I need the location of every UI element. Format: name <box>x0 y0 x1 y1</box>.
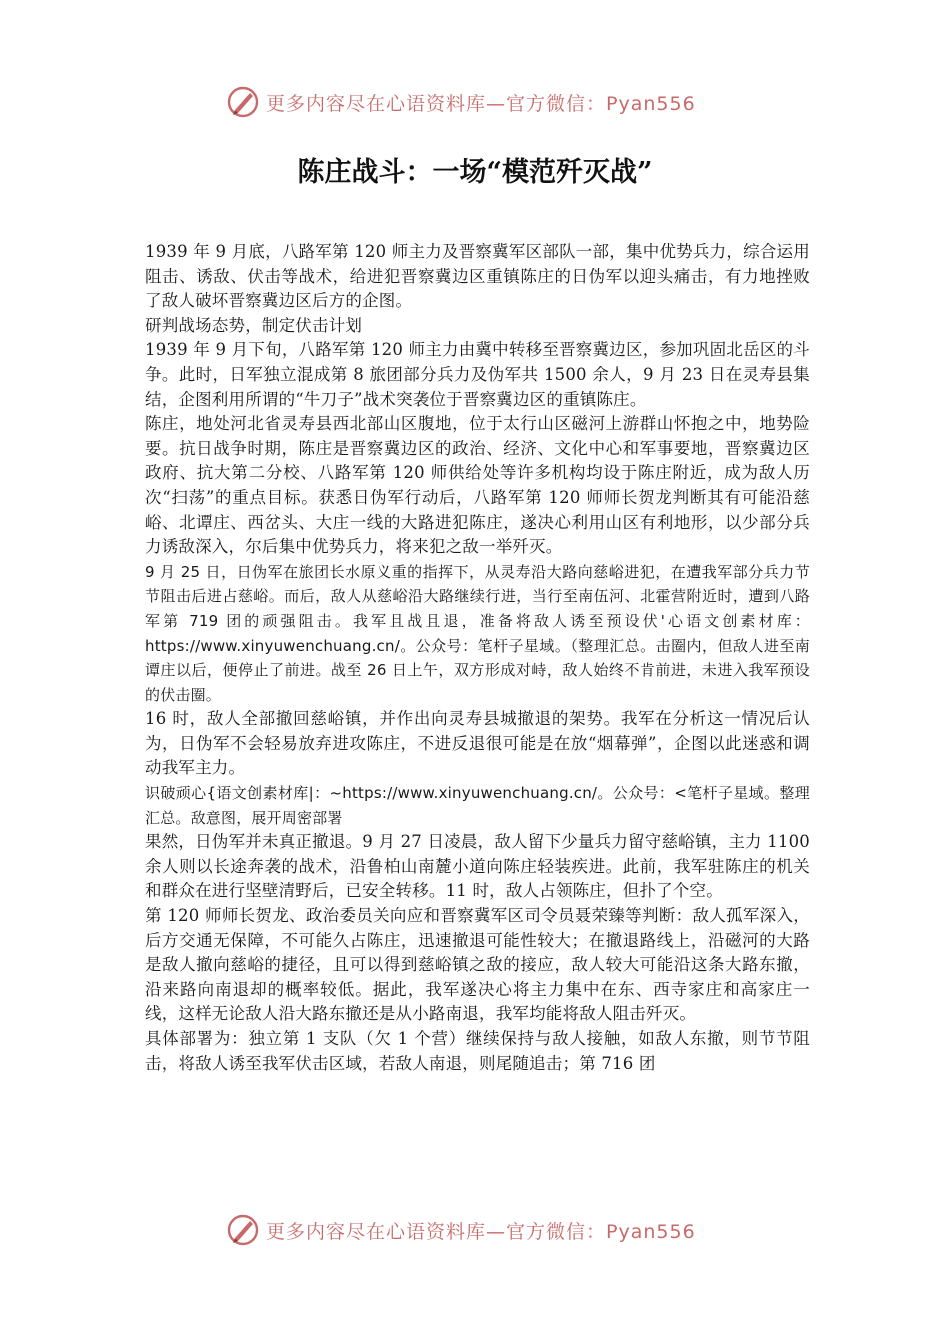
paragraph: 16 时，敌人全部撤回慈峪镇，并作出向灵寿县城撤退的架势。我军在分析这一情况后认为，日伪军不会轻易放弃进攻陈庄，不进反退很可能是在放“烟幕弹”，企图以此迷惑和调动我军主力。 <box>145 709 810 778</box>
footer-banner <box>226 1210 726 1250</box>
paragraph: 9 月 25 日，日伪军在旅团长水原义重的指挥下，从灵寿沿大路向慈峪进犯，在遭我军部分兵力节节阻击后进占慈峪。而后，敌人从慈峪沿大路继续行进，当行至南伍河、北霍营附近时，遭到八路军第 719 团的顽强阻击。我军且战且退，准备将敌人诱至预设伏'心语文创素材库：https://www.xinyuwenchuang.cn/。公众号：笔杆子星域。（整理汇总。击圈内，但敌人进至南谭庄以后，便停止了前进。战至 26 日上午，双方形成对峙，敌人始终不肯前进，未进入我军预设的伏击圈。 <box>145 562 810 704</box>
header-banner-text: 更多内容尽在心语资料库—官方微信：Pyan556 <box>266 92 696 115</box>
footer-banner-text: 更多内容尽在心语资料库—官方微信：Pyan556 <box>266 1220 696 1243</box>
section-heading-1: 研判战场态势，制定伏击计划 <box>145 315 363 335</box>
paragraph-intro: 1939 年 9 月底，八路军第 120 师主力及晋察冀军区部队一部，集中优势兵力，综合运用阻击、诱敌、伏击等战术，给进犯晋察冀边区重镇陈庄的日伪军以迎头痛击，有力地挫败了敌人破坏晋察冀边区后方的企图。 <box>145 242 810 311</box>
pen-circle-logo-icon <box>226 1213 260 1247</box>
article-title: 陈庄战斗：一场“模范歼灭战” <box>297 157 653 188</box>
paragraph: 陈庄，地处河北省灵寿县西北部山区腹地，位于太行山区磁河上游群山怀抱之中，地势险要。抗日战争时期，陈庄是晋察冀边区的政治、经济、文化中心和军事要地，晋察冀边区政府、抗大第二分校、八路军第 120 师供给处等许多机构均设于陈庄附近，成为敌人历次“扫荡”的重点目标。获悉日伪军行动后，八路军第 120 师师长贺龙判断其有可能沿慈峪、北谭庄、西岔头、大庄一线的大路进犯陈庄，遂决心利用山区有利地形，以少部分兵力诱敌深入，尔后集中优势兵力，将来犯之敌一举歼灭。 <box>145 414 810 557</box>
header-banner <box>226 82 726 122</box>
paragraph: 具体部署为：独立第 1 支队（欠 1 个营）继续保持与敌人接触，如敌人东撤，则节节阻击，将敌人诱至我军伏击区域，若敌人南退，则尾随追击；第 716 团 <box>145 1029 810 1073</box>
article-body <box>145 240 810 1076</box>
paragraph: 果然，日伪军并未真正撤退。9 月 27 日凌晨，敌人留下少量兵力留守慈峪镇，主力 1100 余人则以长途奔袭的战术，沿鲁柏山南麓小道向陈庄轻装疾进。此前，我军驻陈庄的机关和群众在进行坚壁清野后，已安全转移。11 时，敌人占领陈庄，但扑了个空。 <box>145 832 810 901</box>
pen-circle-logo-icon <box>226 85 260 119</box>
paragraph: 第 120 师师长贺龙、政治委员关向应和晋察冀军区司令员聂荣臻等判断：敌人孤军深入，后方交通无保障，不可能久占陈庄，迅速撤退可能性较大；在撤退路线上，沿磁河的大路是敌人撤向慈峪的捷径，且可以得到慈峪镇之敌的接应，敌人较大可能沿这条大路东撤，沿来路向南退却的概率较低。据此，我军遂决心将主力集中在东、西寺家庄和高家庄一线，这样无论敌人沿大路东撤还是从小路南退，我军均能将敌人阻击歼灭。 <box>145 906 810 1024</box>
section-heading-2: 识破顽心{语文创素材库|：~https://www.xinyuwenchuang.cn/。公众号：<笔杆子星域。整理汇总。敌意图，展开周密部署 <box>145 784 810 827</box>
paragraph: 1939 年 9 月下旬，八路军第 120 师主力由冀中转移至晋察冀边区，参加巩固北岳区的斗争。此时，日军独立混成第 8 旅团部分兵力及伪军共 1500 余人，9 月 23 日在灵寿县集结，企图利用所谓的“牛刀子”战术突袭位于晋察冀边区的重镇陈庄。 <box>145 340 810 409</box>
